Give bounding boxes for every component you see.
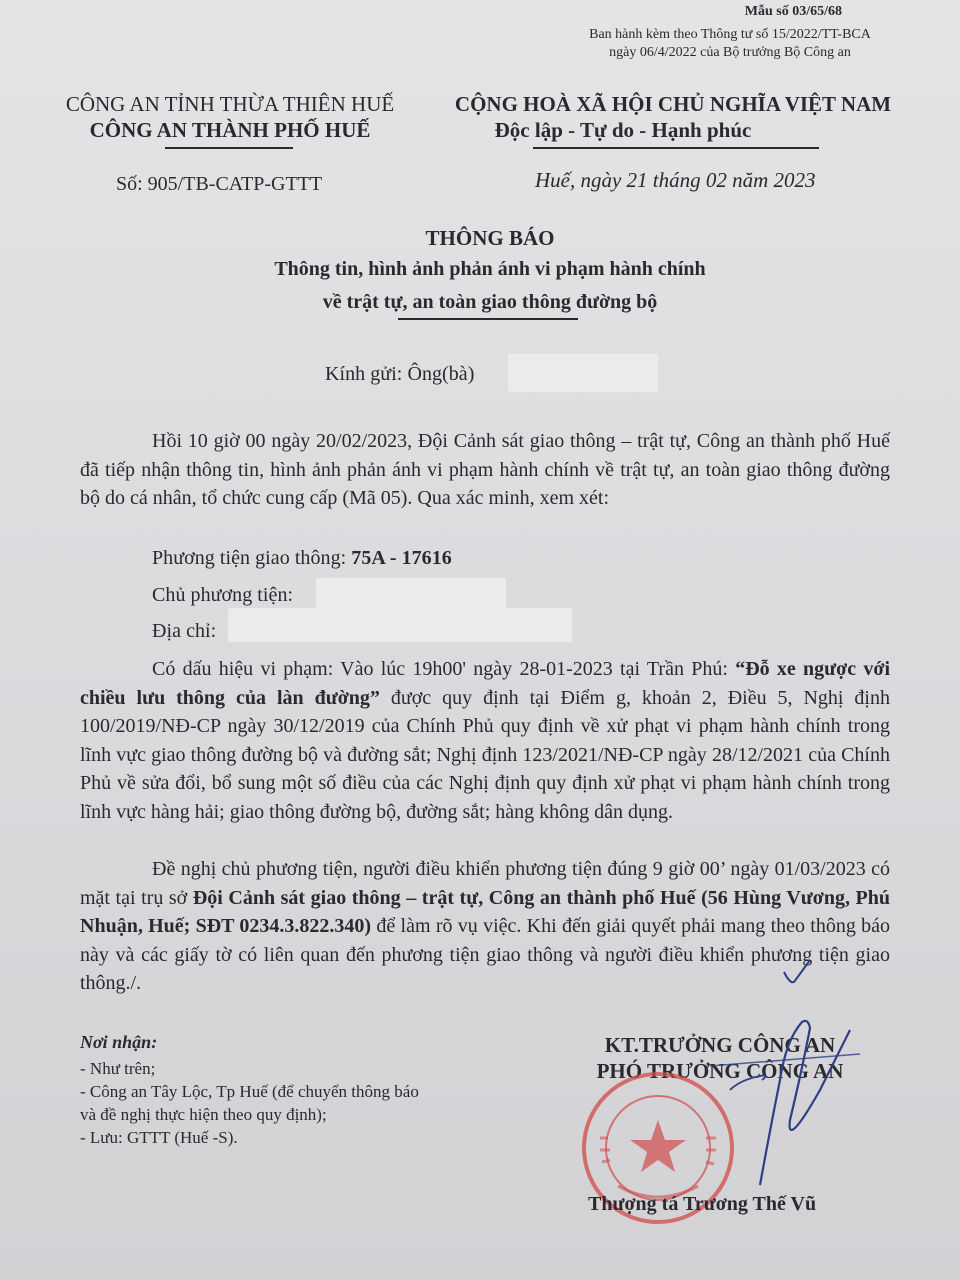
agency-underline: [165, 147, 293, 149]
issued-with-note: [574, 26, 886, 62]
violation-description: “Đỗ xe ngược với chiều lưu thông của làn đường”: [80, 658, 891, 709]
motto-underline: [533, 147, 819, 149]
place-date: Huế, ngày 21 tháng 02 năm 2023: [535, 168, 816, 192]
intro-paragraph: Hồi 10 giờ 00 ngày 20/02/2023, Đội Cảnh sát giao thông – trật tự, Công an thành phố Huế đã tiếp nhận thông tin, hình ảnh phản ánh vi phạm hành chính về trật tự, an toàn giao thông đường bộ do cá nhân, tổ chức cung cấp (Mã 05). Qua xác minh, xem xét:: [80, 430, 890, 509]
request-prefix: Đề nghị chủ phương tiện, người điều khiển phương tiện đúng 9 giờ 00’ ngày 01/03/2023 có mặt tại trụ sở: [80, 858, 890, 909]
recipient-2b: và đề nghị thực hiện theo quy định);: [80, 1105, 327, 1124]
issued-with-line-1: Ban hành kèm theo Thông tư số 15/2022/TT-BCA: [589, 27, 871, 42]
vehicle-label: Phương tiện giao thông:: [152, 547, 352, 569]
document-title: THÔNG BÁO: [425, 226, 555, 250]
violation-legal-basis: được quy định tại Điểm g, khoản 2, Điều 5, Nghị định 100/2019/NĐ-CP ngày 30/12/2019 của Chính Phủ quy định về xử phạt vi phạm hành chính trong lĩnh vực giao thông đường bộ và đường sắt; Nghị định 123/2021/NĐ-CP ngày 28/12/2021 của Chính Phủ về sửa đổi, bổ sung một số điều của các Nghị định quy định xử phạt vi phạm hành chính trong lĩnh vực hàng hải; giao thông đường bộ, đường sắt; hàng không dân dụng.: [80, 686, 890, 823]
signer-name: Thượng tá Trương Thế Vũ: [588, 1193, 817, 1215]
form-number: Mẫu số 03/65/68: [744, 4, 842, 19]
document-number: Số: 905/TB-CATP-GTTT: [116, 173, 323, 195]
request-paragraph: [80, 855, 890, 998]
signature-icon: [690, 1010, 870, 1210]
vehicle-line: [152, 547, 452, 570]
redacted-recipient: [508, 354, 658, 392]
agency-name: CÔNG AN THÀNH PHỐ HUẾ: [89, 118, 371, 142]
issued-with-line-2: ngày 06/4/2022 của Bộ trưởng Bộ Công an: [609, 45, 851, 60]
country-name: CỘNG HOÀ XÃ HỘI CHỦ NGHĨA VIỆT NAM: [454, 92, 892, 116]
request-location: Đội Cảnh sát giao thông – trật tự, Công an thành phố Huế (56 Hùng Vương, Phú Nhuận, Huế; SĐT 0234.3.822.340): [80, 886, 890, 937]
address-label: Địa chỉ:: [152, 620, 217, 642]
request-suffix: để làm rõ vụ việc. Khi đến giải quyết phải mang theo thông báo này và các giấy tờ có liên quan đến phương tiện giao thông và người điều khiển phương tiện giao thông./.: [80, 915, 891, 994]
redacted-owner: [316, 578, 506, 610]
signer-role-2: PHÓ TRƯỞNG CÔNG AN: [596, 1059, 844, 1083]
checkmark-icon: [782, 958, 812, 988]
violation-prefix: Có dấu hiệu vi phạm: Vào lúc 19h00' ngày 28-01-2023 tại Trần Phú:: [152, 658, 736, 680]
motto: Độc lập - Tự do - Hạnh phúc: [494, 118, 752, 142]
subtitle-line-1: Thông tin, hình ảnh phản ánh vi phạm hành chính: [274, 258, 706, 280]
recipient-1: - Như trên;: [80, 1059, 156, 1078]
recipient-3: - Lưu: GTTT (Huế -S).: [80, 1128, 238, 1147]
vehicle-plate: 75A - 17616: [351, 547, 452, 569]
signer-role-1: KT.TRƯỞNG CÔNG AN: [604, 1033, 836, 1057]
agency-parent: CÔNG AN TỈNH THỪA THIÊN HUẾ: [65, 92, 395, 116]
owner-label: Chủ phương tiện:: [152, 584, 294, 606]
recipients-title: Nơi nhận:: [80, 1032, 158, 1052]
redacted-address: [228, 608, 572, 642]
violation-paragraph: [80, 655, 890, 826]
recipient-2a: - Công an Tây Lộc, Tp Huế (để chuyển thông báo: [80, 1082, 419, 1101]
subtitle-underline: [398, 318, 578, 320]
subtitle-line-2: về trật tự, an toàn giao thông đường bộ: [322, 291, 658, 313]
salutation: Kính gửi: Ông(bà): [325, 363, 475, 385]
